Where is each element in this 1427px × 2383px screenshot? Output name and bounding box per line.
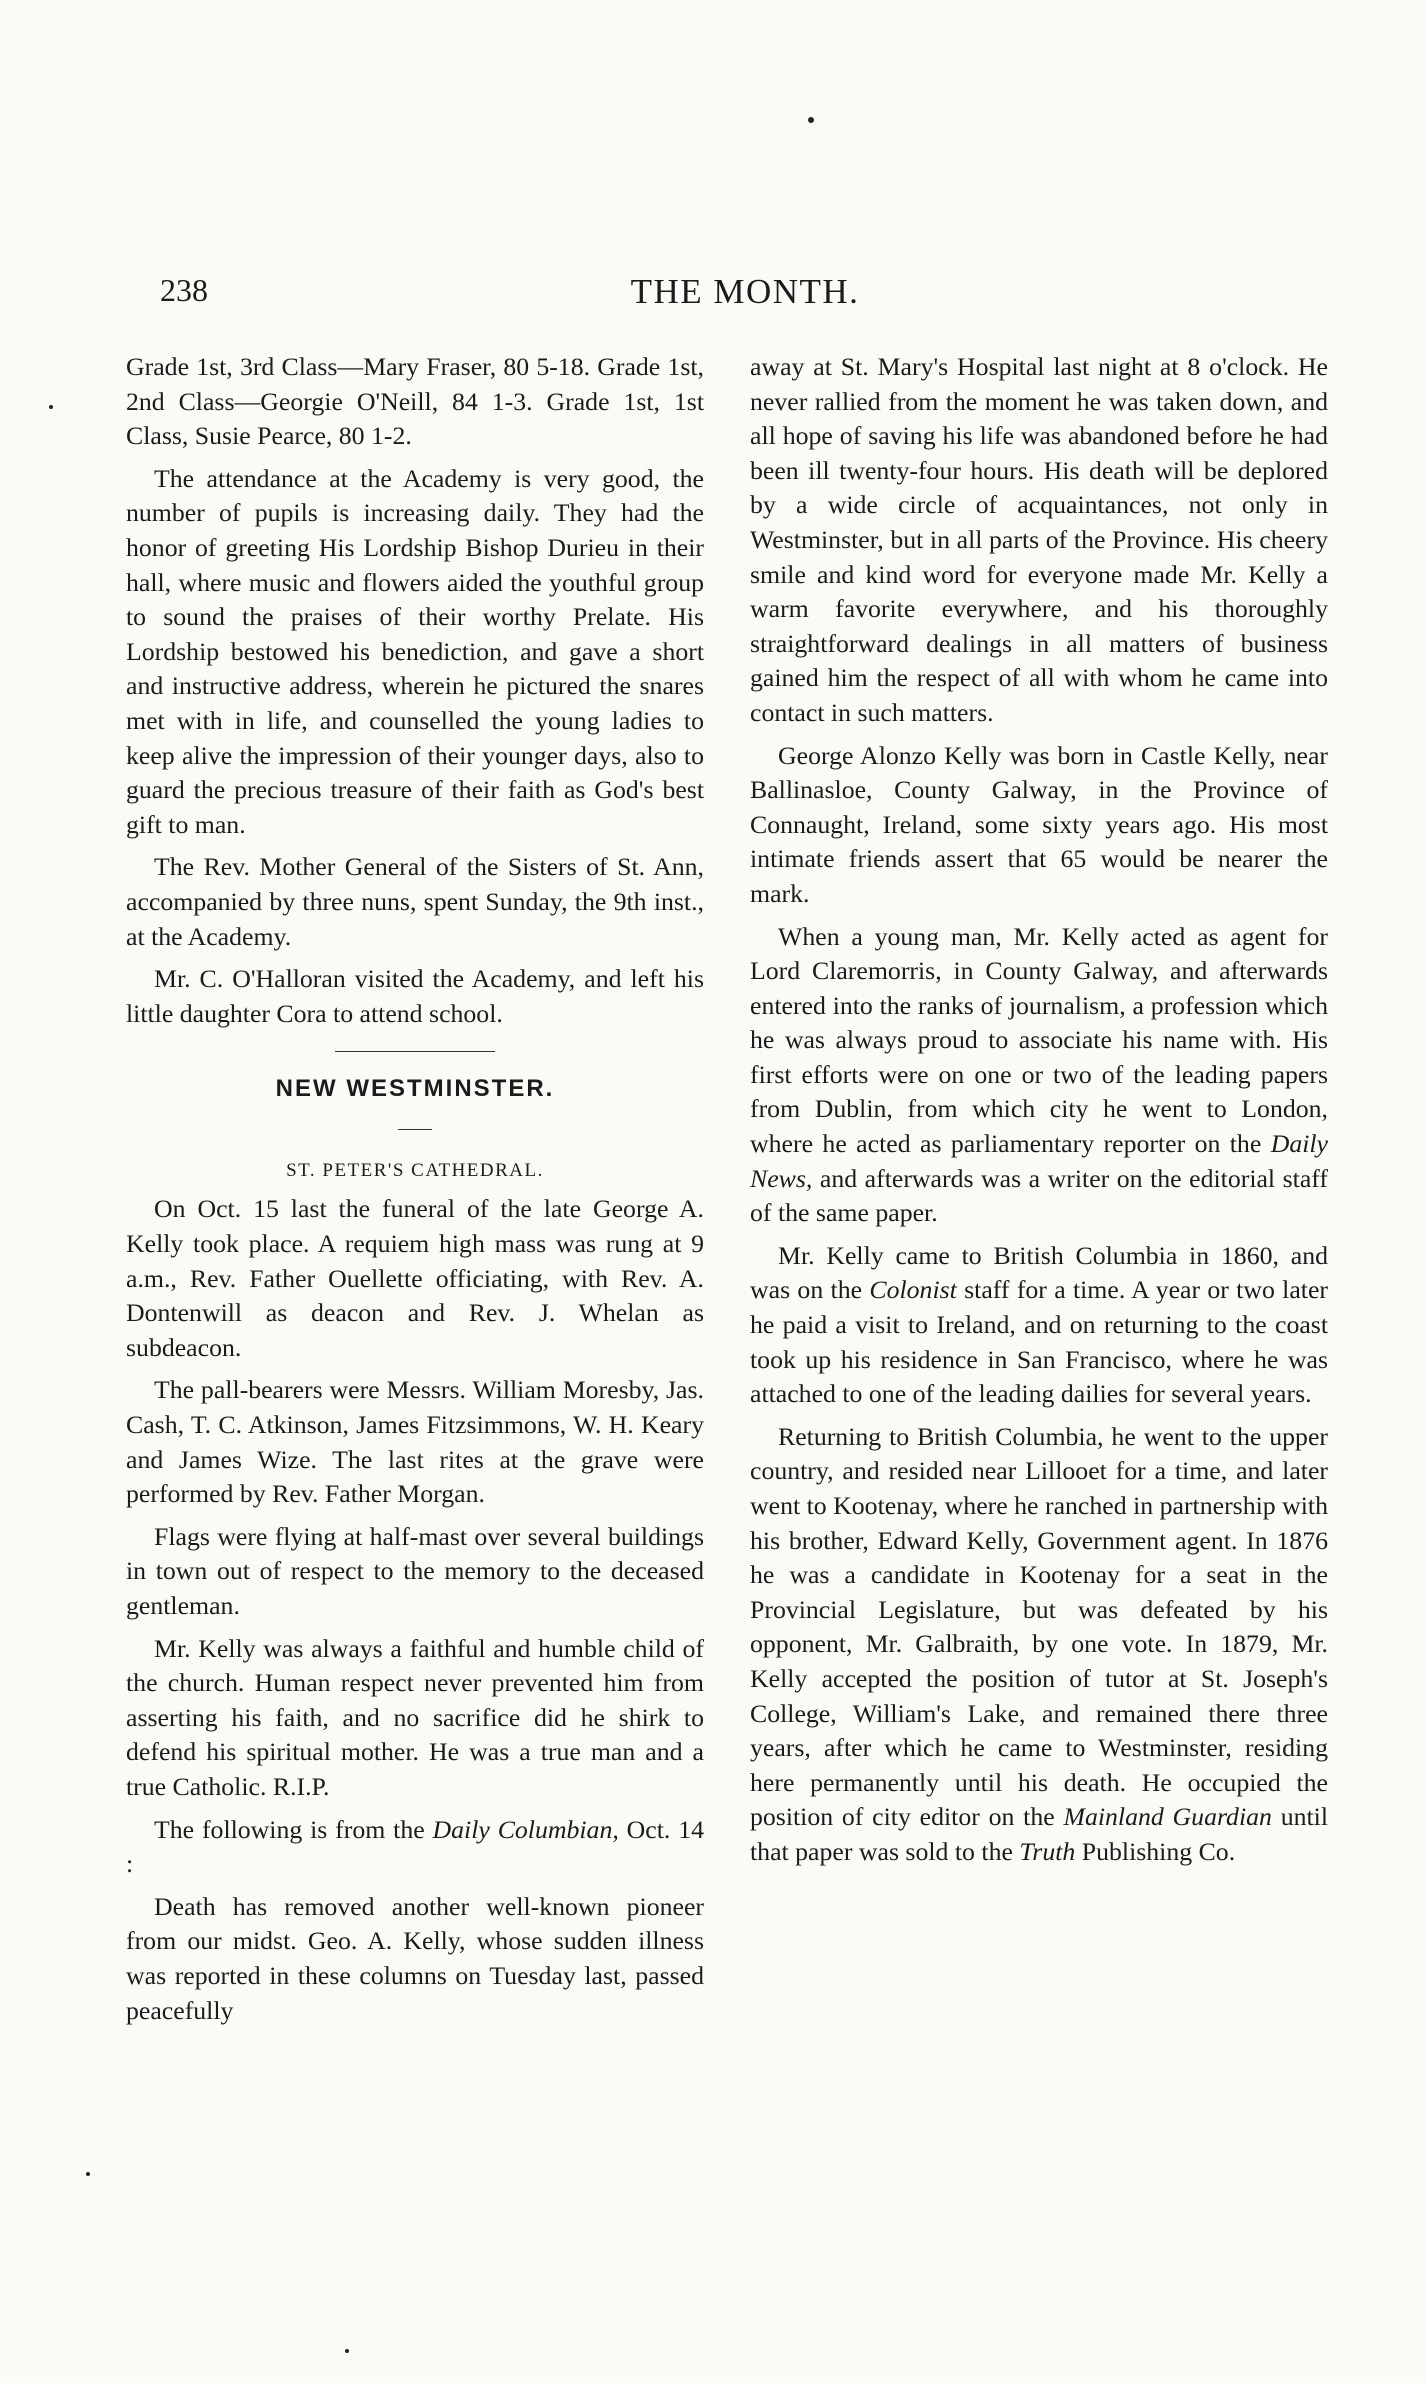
body-paragraph: Death has removed another well-known pioneer from our midst. Geo. A. Kelly, whose sudden illness was reported in these columns on Tuesday last, passed peacefully bbox=[126, 1891, 704, 2025]
newspaper-title: Daily Columbian, bbox=[432, 1814, 619, 1844]
text-run: When a young man, Mr. Kelly acted as agent for Lord Claremorris, in County Galway, and afterwards entered into the ranks of journalism, a profession which he was always proud to associate his name with. His first efforts were on one or two of the leading papers from Dublin, from which city he went to London, where he acted as parliamentary reporter on the bbox=[750, 921, 1328, 1159]
body-paragraph: Mr. C. O'Halloran visited the Academy, and left his little daughter Cora to attend school. bbox=[126, 964, 704, 1028]
body-paragraph: The Rev. Mother General of the Sisters of St. Ann, accompanied by three nuns, spent Sunday, the 9th inst., at the Academy. bbox=[126, 852, 704, 951]
newspaper-title: Daily News, bbox=[750, 1129, 1328, 1193]
newspaper-title: Truth bbox=[1019, 1836, 1076, 1866]
speck-mark bbox=[86, 2172, 90, 2176]
speck-mark bbox=[345, 2349, 349, 2353]
section-divider bbox=[335, 1051, 495, 1052]
body-paragraph bbox=[750, 1239, 1328, 1412]
body-paragraph: The attendance at the Academy is very good, the number of pupils is increasing daily. They had the honor of greeting His Lordship Bishop Durieu in their hall, where music and flowers aided the youthful group to sound the praises of their worthy Prelate. His Lordship bestowed his benediction, and gave a short and instructive address, wherein he pictured the snares met with in life, and counselled the young ladies to keep alive the impression of their younger days, also to guard the precious treasure of their faith as God's best gift to man. bbox=[126, 463, 704, 839]
text-run: Oct. 14 : bbox=[126, 1814, 704, 1879]
body-paragraph bbox=[126, 1813, 704, 1882]
body-paragraph: Flags were flying at half-mast over several buildings in town out of respect to the memory to the deceased gentleman. bbox=[126, 1521, 704, 1620]
body-paragraph: Mr. Kelly was always a faithful and humble child of the church. Human respect never prevented him from asserting his faith, and no sacrifice did he shirk to defend his spiritual mother. He was a true man and a true Catholic. R.I.P. bbox=[126, 1633, 704, 1801]
running-title: THE MONTH. bbox=[630, 272, 860, 311]
body-paragraph: away at St. Mary's Hospital last night at 8 o'clock. He never rallied from the moment he was taken down, and all hope of saving his life was abandoned before he had been ill twenty-four hours. His death will be deplored by a wide circle of acquaintances, not only in Westminster, but in all parts of the Province. His cheery smile and kind word for everyone made Mr. Kelly a warm favorite everywhere, and his thoroughly straightforward dealings in all matters of business gained him the respect of all with whom he came into contact in such matters. bbox=[750, 352, 1328, 727]
page-number: 238 bbox=[160, 272, 208, 308]
text-run: staff for a time. A year or two later he paid a visit to Ireland, and on returning to the coast took up his residence in San Francisco, where he was attached to one of the leading dailies for several years. bbox=[750, 1275, 1328, 1409]
text-run: and afterwards was a writer on the editorial staff of the same paper. bbox=[750, 1163, 1328, 1228]
heading-dash bbox=[398, 1129, 432, 1130]
body-paragraph: The pall-bearers were Messrs. William Moresby, Jas. Cash, T. C. Atkinson, James Fitzsimmons, W. H. Keary and James Wize. The last rites at the grave were performed by Rev. Father Morgan. bbox=[126, 1375, 704, 1509]
body-paragraph: George Alonzo Kelly was born in Castle Kelly, near Ballinasloe, County Galway, in the Province of Connaught, Ireland, some sixty years ago. His most intimate friends assert that 65 would be nearer the mark. bbox=[750, 740, 1328, 908]
text-run: until that paper was sold to the bbox=[750, 1802, 1328, 1866]
newspaper-title: Colonist bbox=[869, 1275, 957, 1305]
grades-paragraph: Grade 1st, 3rd Class—Mary Fraser, 80 5-18. Grade 1st, 2nd Class—Georgie O'Neill, 84 1-3. Grade 1st, 1st Class, Susie Pearce, 80 1-2. bbox=[126, 352, 704, 451]
right-column bbox=[750, 350, 1328, 1878]
left-column bbox=[126, 350, 704, 2036]
page-header bbox=[160, 272, 1330, 322]
speck-mark bbox=[49, 405, 53, 409]
body-paragraph bbox=[750, 1420, 1328, 1870]
body-paragraph: On Oct. 15 last the funeral of the late George A. Kelly took place. A requiem high mass was rung at 9 a.m., Rev. Father Ouellette officiating, with Rev. A. Dontenwill as deacon and Rev. J. Whelan as subdeacon. bbox=[126, 1194, 704, 1362]
newspaper-title: Mainland Guardian bbox=[1063, 1802, 1272, 1832]
speck-mark bbox=[808, 117, 814, 123]
subheading: ST. PETER'S CATHEDRAL. bbox=[286, 1159, 544, 1181]
text-run: Returning to British Columbia, he went to the upper country, and resided near Lillooet for a time, and later went to Kootenay, where he ranched in partnership with his brother, Edward Kelly, Government agent. In 1876 he was a candidate in Kootenay for a seat in the Provincial Legislature, but was defeated by his opponent, Mr. Galbraith, by one vote. In 1879, Mr. Kelly accepted the position of tutor at St. Joseph's College, William's Lake, and remained there three years, after which he came to Westminster, residing here permanently until his death. He occupied the position of city editor on the bbox=[750, 1421, 1328, 1832]
section-heading: NEW WESTMINSTER. bbox=[275, 1075, 555, 1103]
text-run: Mr. Kelly came to British Columbia in 1860, and was on the bbox=[750, 1240, 1328, 1305]
text-run: The following is from the bbox=[154, 1814, 433, 1844]
body-paragraph bbox=[750, 920, 1328, 1231]
text-run: Publishing Co. bbox=[1075, 1836, 1236, 1866]
